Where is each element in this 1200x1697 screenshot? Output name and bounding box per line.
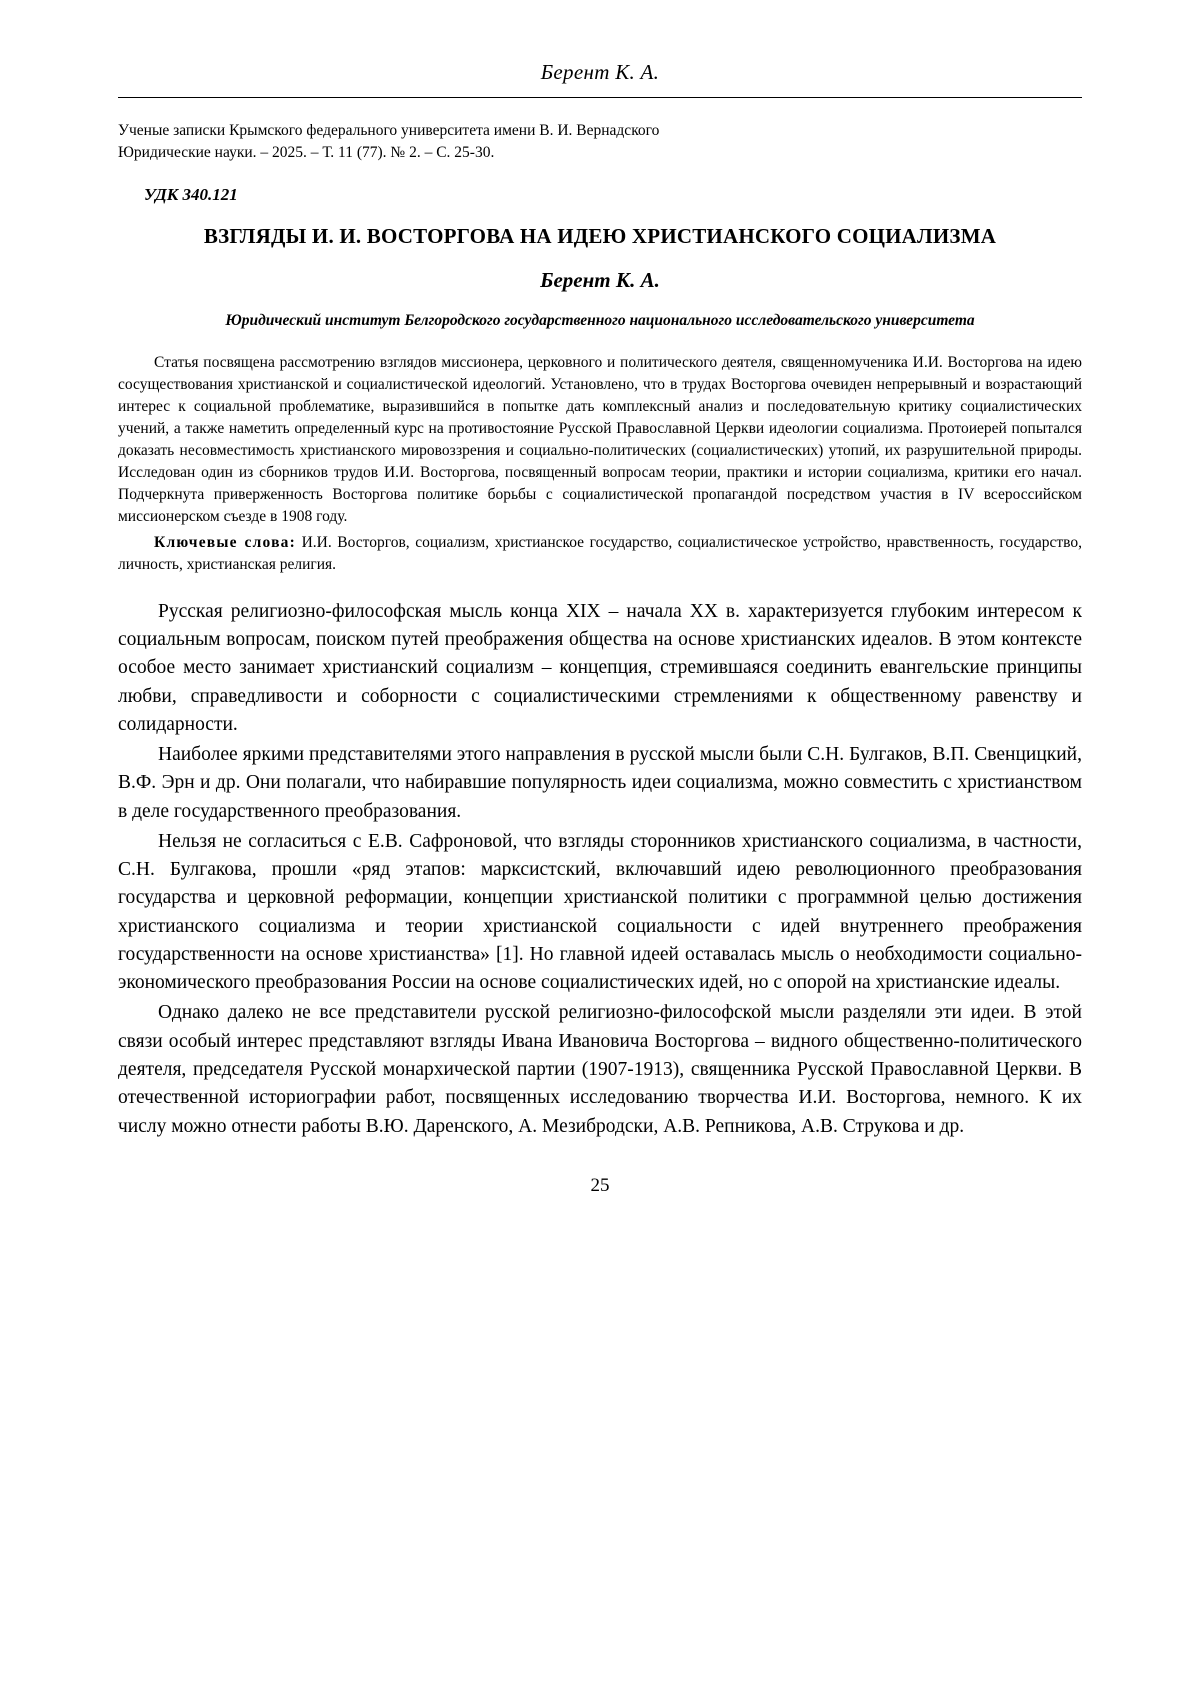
author-name: Берент К. А. [540,267,660,292]
udk-code: УДК 340.121 [144,184,238,204]
keywords-label: Ключевые слова: [154,533,296,551]
header-divider [118,97,1082,98]
keywords-block [118,532,1082,576]
journal-reference [118,120,1082,165]
body-paragraph: Русская религиозно-философская мысль конца XIX – начала XX в. характеризуется глубоким интересом к социальным вопросам, поиском путей преображения общества на основе христианских идеалов. В этом контексте особое место занимает христианский социализм – концепция, стремившаяся соединить евангельские принципы любви, справедливости и соборности с социалистическими стремлениями к общественному равенству и солидарности. [118,600,1082,735]
page-number: 25 [590,1174,610,1196]
journal-issue-line: Юридические науки. – 2025. – Т. 11 (77). № 2. – С. 25-30. [118,144,495,162]
journal-title-line: Ученые записки Крымского федерального университета имени В. И. Вернадского [118,122,660,139]
keywords-list: И.И. Восторгов, социализм, христианское государство, социалистическое устройство, нравственность, государство, личность, христианская религия. [118,533,1082,573]
body-paragraph: Наиболее яркими представителями этого направления в русской мысли были С.Н. Булгаков, В.П. Свенцицкий, В.Ф. Эрн и др. Они полагали, что набиравшие популярность идеи социализма, можно совместить с христианством в деле государственного преобразования. [118,744,1082,822]
running-head: Берент К. А. [540,60,660,84]
abstract-text: Статья посвящена рассмотрению взглядов миссионера, церковного и политического деятеля, священномученика И.И. Восторгова на идею сосуществования христианской и социалистической идеологий. Установлено, что в трудах Восторгова очевиден непрерывный и возрастающий интерес к социальной проблематике, выразившийся в попытке дать комплексный анализ и последовательную критику социалистических учений, а также наметить определенный курс на противостояние Русской Православной Церкви идеологии социализма. Протоиерей попытался доказать несовместимость христианского мировоззрения и социально-политических (социалистических) утопий, их разрушительной природы. Исследован один из сборников трудов И.И. Восторгова, посвященный вопросам теории, практики и истории социализма, критики его начал. Подчеркнута приверженность Восторгова политике борьбы с социалистической пропагандой посредством участия в IV всероссийском миссионерском съезде в 1908 году. [118,353,1082,525]
page-title: ВЗГЛЯДЫ И. И. ВОСТОРГОВА НА ИДЕЮ ХРИСТИАНСКОГО СОЦИАЛИЗМА [203,223,997,248]
body-paragraph: Нельзя не согласиться с Е.В. Сафроновой, что взгляды сторонников христианского социализма, в частности, С.Н. Булгакова, прошли «ряд этапов: марксистский, включавший идею революционного преобразования государства и церковной реформации, концепции христианской политики с программной целью достижения христианского социализма и теории христианской социальности с идей внутреннего преображения государственности на основе христианства» [1]. Но главной идеей оставалась мысль о необходимости социально-экономического преобразования России на основе социалистических идей, но с опорой на христианские идеалы. [118,830,1082,994]
author-affiliation: Юридический институт Белгородского государственного национального исследовательского университета [225,311,975,329]
body-paragraph: Однако далеко не все представители русской религиозно-философской мысли разделяли эти идеи. В этой связи особый интерес представляют взгляды Ивана Ивановича Восторгова – видного общественно-политического деятеля, председателя Русской монархической партии (1907-1913), священника Русской Православной Церкви. В отечественной историографии работ, посвященных исследованию творчества И.И. Восторгова, немного. К их числу можно отнести работы В.Ю. Даренского, А. Мезибродски, А.В. Репникова, А.В. Струкова и др. [118,1002,1082,1137]
